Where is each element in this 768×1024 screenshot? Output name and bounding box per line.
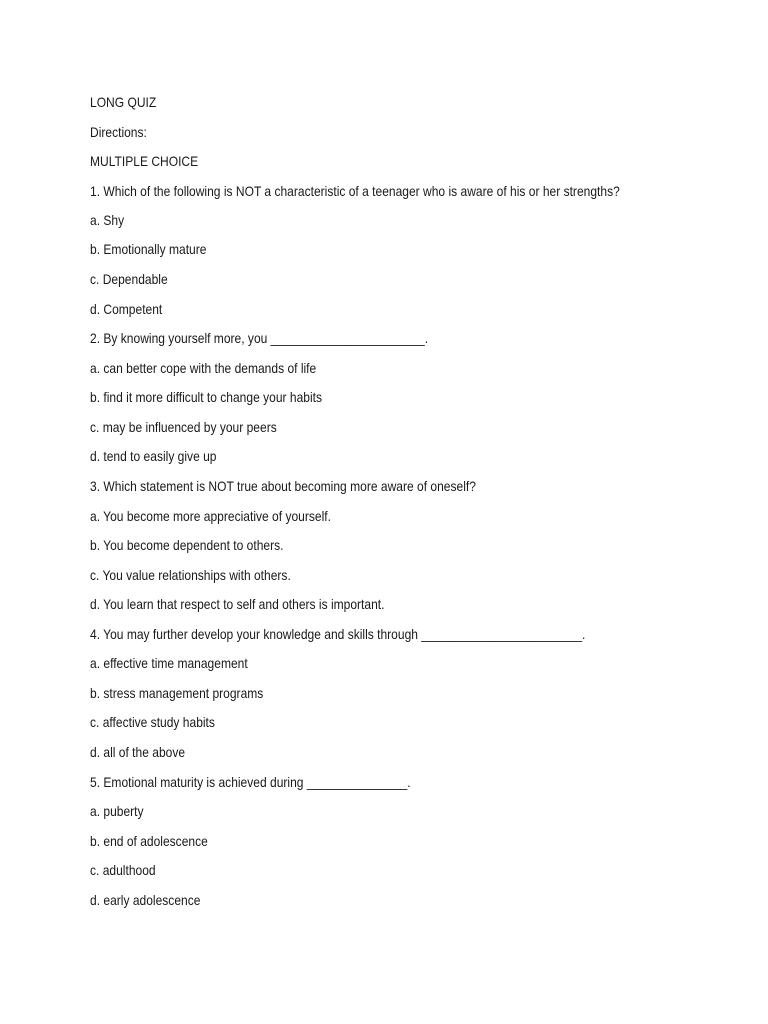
question-4-choice-a: a. effective time management: [90, 655, 248, 671]
question-3-choice-c: c. You value relationships with others.: [90, 567, 291, 583]
question-4-choice-d: d. all of the above: [90, 744, 186, 760]
question-1-choice-d: d. Competent: [90, 301, 163, 317]
question-2-choice-b: b. find it more difficult to change your habits: [90, 389, 323, 405]
question-2-choice-d: d. tend to easily give up: [90, 448, 217, 464]
question-1-choice-a: a. Shy: [90, 212, 125, 228]
question-5-choice-b: b. end of adolescence: [90, 833, 208, 849]
question-1-prompt: 1. Which of the following is NOT a characteristic of a teenager who is aware of his or her strengths?: [90, 183, 620, 199]
question-5-choice-a: a. puberty: [90, 803, 144, 819]
question-3-choice-d: d. You learn that respect to self and others is important.: [90, 596, 385, 612]
question-5-choice-c: c. adulthood: [90, 862, 156, 878]
question-4-prompt: 4. You may further develop your knowledge and skills through ________________________.: [90, 626, 586, 642]
question-3-prompt: 3. Which statement is NOT true about becoming more aware of oneself?: [90, 478, 476, 494]
question-2-prompt: 2. By knowing yourself more, you _______________________.: [90, 330, 429, 346]
section-heading: MULTIPLE CHOICE: [90, 153, 199, 169]
question-1-choice-b: b. Emotionally mature: [90, 241, 207, 257]
question-2-choice-a: a. can better cope with the demands of life: [90, 360, 317, 376]
question-1-choice-c: c. Dependable: [90, 271, 168, 287]
question-5-choice-d: d. early adolescence: [90, 892, 201, 908]
question-3-choice-a: a. You become more appreciative of yourself.: [90, 508, 331, 524]
question-4-choice-c: c. affective study habits: [90, 714, 215, 730]
question-3-choice-b: b. You become dependent to others.: [90, 537, 284, 553]
quiz-title: LONG QUIZ: [90, 94, 157, 110]
question-2-choice-c: c. may be influenced by your peers: [90, 419, 277, 435]
question-4-choice-b: b. stress management programs: [90, 685, 264, 701]
directions-label: Directions:: [90, 124, 147, 140]
question-5-prompt: 5. Emotional maturity is achieved during _______________.: [90, 774, 411, 790]
